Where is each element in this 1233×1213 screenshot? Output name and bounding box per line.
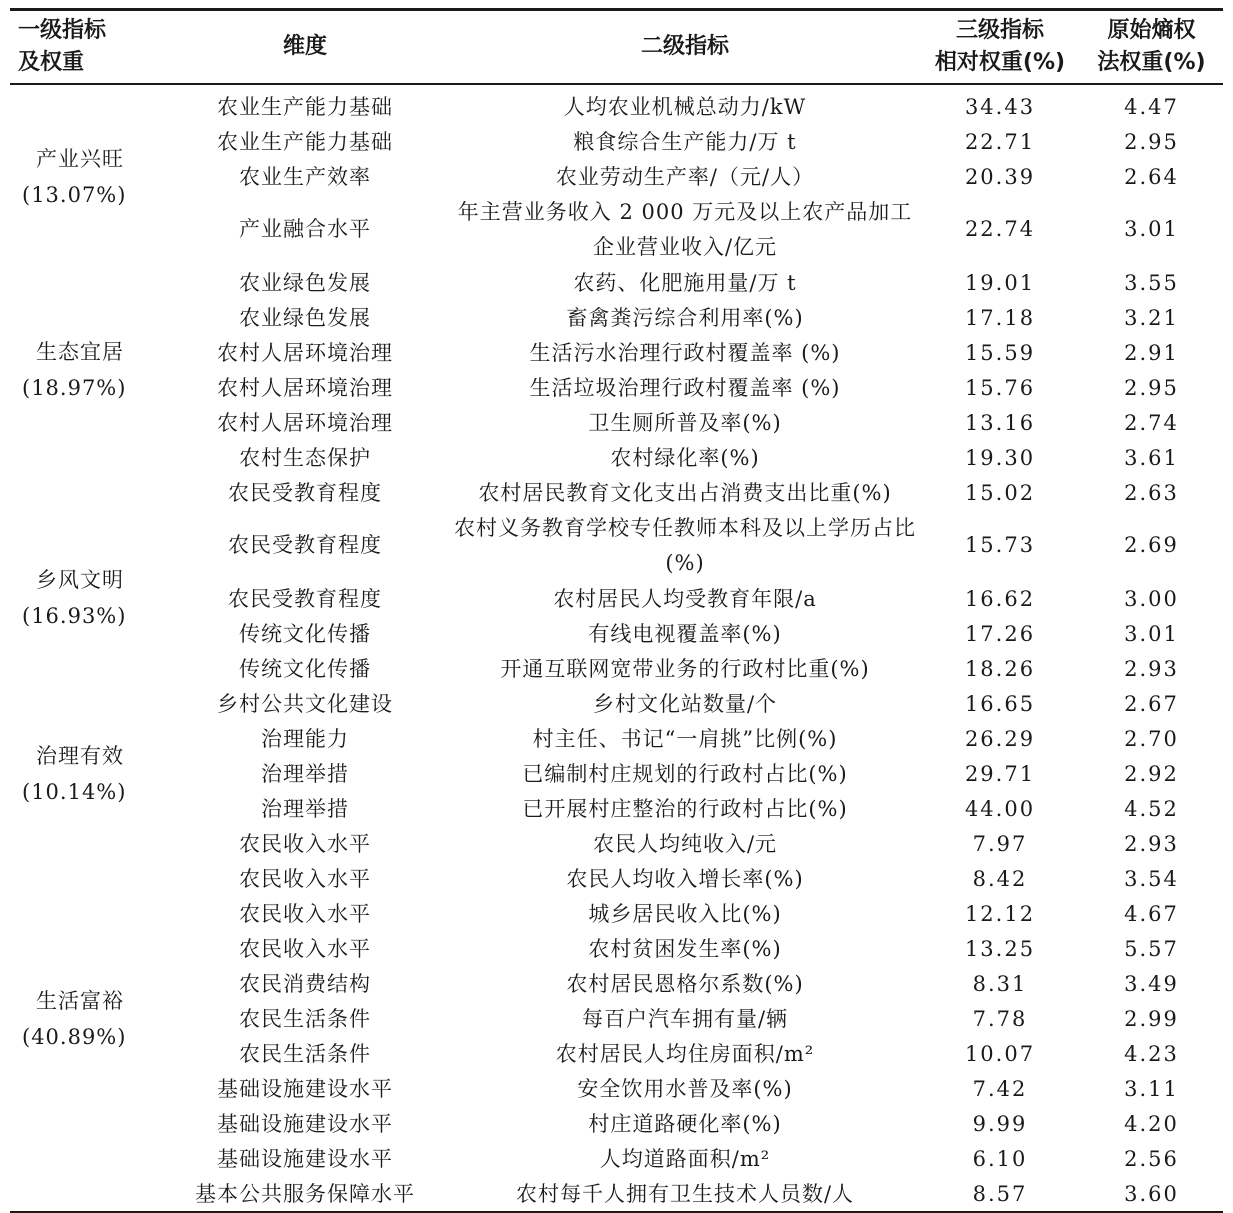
dimension-cell: 农民收入水平 [239, 936, 371, 961]
entropy-weight-cell: 5.57 [1124, 936, 1179, 961]
dimension-cell: 农民受教育程度 [228, 480, 382, 505]
header-level1-indicator [10, 10, 160, 85]
table-row [10, 265, 1223, 300]
dimension-cell: 传统文化传播 [239, 656, 371, 681]
entropy-weight-cell: 2.93 [1124, 656, 1179, 681]
table-row [10, 84, 1223, 124]
header-level3-relative-weight [920, 10, 1080, 85]
dimension-cell: 乡村公共文化建设 [217, 691, 393, 716]
level1-name: 治理有效 [36, 743, 124, 768]
relative-weight-cell: 17.26 [964, 621, 1036, 646]
entropy-weight-cell: 3.61 [1124, 445, 1179, 470]
level2-indicator-cell: 农村每千人拥有卫生技术人员数/人 [450, 1176, 920, 1212]
entropy-weight-cell: 3.21 [1124, 305, 1179, 330]
header-level1-line1: 一级指标 [18, 18, 107, 43]
relative-weight-cell: 18.26 [964, 656, 1036, 681]
relative-weight-cell: 34.43 [964, 94, 1036, 119]
table-row [10, 756, 1223, 791]
table-row [10, 791, 1223, 826]
header-level3-line2: 相对权重(%) [934, 50, 1066, 75]
dimension-cell: 治理举措 [261, 761, 349, 786]
level2-indicator-cell: 农村居民教育文化支出占消费支出比重(%) [478, 480, 892, 505]
entropy-weight-cell: 3.11 [1124, 1076, 1179, 1101]
level1-indicator-cell [10, 475, 160, 721]
table-row [10, 405, 1223, 440]
relative-weight-cell: 8.31 [972, 971, 1028, 996]
entropy-weight-cell: 2.93 [1124, 831, 1179, 856]
level2-indicator-cell: 生活垃圾治理行政村覆盖率 (%) [529, 375, 841, 400]
level2-indicator-cell: 农村居民人均住房面积/m² [555, 1041, 815, 1066]
level1-indicator-cell [10, 826, 160, 1212]
dimension-cell: 农村人居环境治理 [217, 375, 393, 400]
table-row [10, 124, 1223, 159]
table-row [10, 1106, 1223, 1141]
indicator-table-container [10, 8, 1223, 1213]
entropy-weight-cell: 3.55 [1124, 270, 1179, 295]
relative-weight-cell: 16.62 [964, 586, 1036, 611]
relative-weight-cell: 15.59 [964, 340, 1036, 365]
dimension-cell: 农民受教育程度 [228, 586, 382, 611]
dimension-cell: 农业生产能力基础 [217, 129, 393, 154]
header-level2-indicator: 二级指标 [450, 10, 920, 85]
relative-weight-cell: 22.74 [964, 217, 1036, 241]
entropy-weight-cell: 2.74 [1124, 410, 1179, 435]
level1-weight: (16.93%) [22, 604, 127, 628]
relative-weight-cell: 6.10 [972, 1146, 1028, 1171]
level2-indicator-cell: 农村居民恩格尔系数(%) [566, 971, 804, 996]
table-row [10, 510, 1223, 581]
indicator-weight-table [10, 8, 1223, 1213]
level2-indicator-cell: 农民人均收入增长率(%) [566, 866, 804, 891]
level2-indicator-cell: 人均道路面积/m² [599, 1146, 771, 1171]
relative-weight-cell: 17.18 [964, 305, 1036, 330]
table-row [10, 651, 1223, 686]
level2-indicator-cell: 村主任、书记“一肩挑”比例(%) [532, 726, 838, 751]
level2-indicator-cell: 已编制村庄规划的行政村占比(%) [522, 761, 848, 786]
dimension-cell: 农业绿色发展 [239, 270, 371, 295]
dimension-cell: 传统文化传播 [239, 621, 371, 646]
dimension-cell: 农民收入水平 [239, 866, 371, 891]
entropy-weight-cell: 4.67 [1124, 901, 1179, 926]
table-body [10, 84, 1223, 1212]
table-row [10, 1176, 1223, 1212]
table-row [10, 440, 1223, 475]
relative-weight-cell: 13.16 [964, 410, 1036, 435]
level2-indicator-cell: 农村绿化率(%) [610, 445, 760, 470]
relative-weight-cell: 8.42 [972, 866, 1028, 891]
dimension-cell: 农村生态保护 [239, 445, 371, 470]
entropy-weight-cell: 3.54 [1124, 866, 1179, 891]
entropy-weight-cell: 2.91 [1124, 340, 1179, 365]
level2-indicator-cell: 粮食综合生产能力/万 t [573, 129, 797, 154]
dimension-cell: 农村人居环境治理 [217, 410, 393, 435]
table-header [10, 10, 1223, 85]
header-row [10, 10, 1223, 85]
relative-weight-cell: 9.99 [972, 1111, 1028, 1136]
entropy-weight-cell: 4.23 [1124, 1041, 1179, 1066]
dimension-cell: 基本公共服务保障水平 [160, 1176, 450, 1212]
dimension-cell: 基础设施建设水平 [217, 1146, 393, 1171]
level1-name: 生态宜居 [36, 340, 124, 364]
dimension-cell: 治理举措 [261, 796, 349, 821]
entropy-weight-cell: 2.69 [1124, 533, 1179, 557]
dimension-cell: 农业生产能力基础 [217, 94, 393, 119]
dimension-cell: 农村人居环境治理 [217, 340, 393, 365]
relative-weight-cell: 16.65 [964, 691, 1036, 716]
level1-weight: (10.14%) [22, 779, 127, 804]
table-row [10, 1036, 1223, 1071]
level1-indicator-cell [10, 721, 160, 826]
relative-weight-cell: 12.12 [964, 901, 1036, 926]
entropy-weight-cell: 4.47 [1124, 94, 1179, 119]
level2-indicator-cell: 生活污水治理行政村覆盖率 (%) [529, 340, 841, 365]
entropy-weight-cell: 3.60 [1080, 1176, 1223, 1212]
relative-weight-cell: 19.30 [964, 445, 1036, 470]
relative-weight-cell: 7.42 [972, 1076, 1028, 1101]
relative-weight-cell: 8.57 [920, 1176, 1080, 1212]
dimension-cell: 农民收入水平 [239, 831, 371, 856]
entropy-weight-cell: 4.20 [1124, 1111, 1179, 1136]
relative-weight-cell: 13.25 [964, 936, 1036, 961]
level2-indicator-cell: 有线电视覆盖率(%) [588, 621, 782, 646]
header-level3-line1: 三级指标 [955, 18, 1044, 43]
level2-indicator-cell: 人均农业机械总动力/kW [563, 94, 807, 119]
table-row [10, 475, 1223, 510]
relative-weight-cell: 10.07 [964, 1041, 1036, 1066]
level1-weight: (13.07%) [22, 183, 127, 207]
relative-weight-cell: 7.78 [972, 1006, 1028, 1031]
header-level1-line2: 及权重 [18, 50, 85, 75]
table-row [10, 300, 1223, 335]
dimension-cell: 基础设施建设水平 [217, 1076, 393, 1101]
level1-weight: (40.89%) [22, 1024, 127, 1049]
dimension-cell: 治理能力 [261, 726, 349, 751]
table-row [10, 581, 1223, 616]
table-row [10, 826, 1223, 861]
relative-weight-cell: 15.02 [964, 480, 1036, 505]
table-row [10, 966, 1223, 1001]
table-row [10, 896, 1223, 931]
relative-weight-cell: 15.76 [964, 375, 1036, 400]
entropy-weight-cell: 3.49 [1124, 971, 1179, 996]
level1-name: 乡风文明 [36, 568, 124, 592]
table-row [10, 335, 1223, 370]
level2-indicator-cell: 农药、化肥施用量/万 t [573, 270, 797, 295]
dimension-cell: 农民收入水平 [239, 901, 371, 926]
header-entropy-line2: 法权重(%) [1097, 50, 1206, 75]
level2-indicator-cell: 卫生厕所普及率(%) [588, 410, 782, 435]
relative-weight-cell: 22.71 [964, 129, 1036, 154]
level2-indicator-cell: 城乡居民收入比(%) [588, 901, 782, 926]
level2-indicator-cell: 农民人均纯收入/元 [592, 831, 778, 856]
entropy-weight-cell: 2.99 [1124, 1006, 1179, 1031]
entropy-weight-cell: 2.92 [1124, 761, 1179, 786]
level2-indicator-cell: 农业劳动生产率/（元/人） [555, 164, 815, 189]
level2-indicator-cell: 农村贫困发生率(%) [588, 936, 782, 961]
dimension-cell: 农民生活条件 [239, 1006, 371, 1031]
level2-indicator-cell: 年主营业务收入 2 000 万元及以上农产品加工企业营业收入/亿元 [457, 199, 913, 259]
level1-weight: (18.97%) [22, 376, 127, 400]
relative-weight-cell: 7.97 [972, 831, 1028, 856]
table-row [10, 616, 1223, 651]
level1-name: 生活富裕 [36, 988, 124, 1013]
entropy-weight-cell: 3.01 [1124, 621, 1179, 646]
dimension-cell: 农业绿色发展 [239, 305, 371, 330]
level2-indicator-cell: 村庄道路硬化率(%) [588, 1111, 782, 1136]
entropy-weight-cell: 2.95 [1124, 129, 1179, 154]
header-dimension: 维度 [160, 10, 450, 85]
relative-weight-cell: 20.39 [964, 164, 1036, 189]
relative-weight-cell: 44.00 [964, 796, 1036, 821]
level2-indicator-cell: 畜禽粪污综合利用率(%) [566, 305, 804, 330]
level1-indicator-cell [10, 84, 160, 265]
entropy-weight-cell: 2.70 [1124, 726, 1179, 751]
entropy-weight-cell: 2.56 [1124, 1146, 1179, 1171]
dimension-cell: 农民受教育程度 [228, 533, 382, 557]
entropy-weight-cell: 2.95 [1124, 375, 1179, 400]
relative-weight-cell: 29.71 [964, 761, 1036, 786]
entropy-weight-cell: 3.01 [1124, 217, 1179, 241]
table-row [10, 1141, 1223, 1176]
level1-name: 产业兴旺 [36, 147, 124, 171]
entropy-weight-cell: 2.64 [1124, 164, 1179, 189]
table-row [10, 721, 1223, 756]
table-row [10, 861, 1223, 896]
dimension-cell: 农业生产效率 [239, 164, 371, 189]
level2-indicator-cell: 乡村文化站数量/个 [592, 691, 778, 716]
relative-weight-cell: 26.29 [964, 726, 1036, 751]
header-entropy-line1: 原始熵权 [1107, 18, 1196, 43]
entropy-weight-cell: 3.00 [1124, 586, 1179, 611]
table-row [10, 159, 1223, 194]
level2-indicator-cell: 安全饮用水普及率(%) [577, 1076, 793, 1101]
dimension-cell: 农民生活条件 [239, 1041, 371, 1066]
entropy-weight-cell: 2.63 [1124, 480, 1179, 505]
dimension-cell: 产业融合水平 [239, 217, 371, 241]
level2-indicator-cell: 每百户汽车拥有量/辆 [581, 1006, 789, 1031]
dimension-cell: 农民消费结构 [239, 971, 371, 996]
table-row [10, 1001, 1223, 1036]
dimension-cell: 基础设施建设水平 [217, 1111, 393, 1136]
level2-indicator-cell: 农村居民人均受教育年限/a [553, 586, 817, 611]
table-row [10, 1071, 1223, 1106]
table-row [10, 370, 1223, 405]
header-entropy-weight [1080, 10, 1223, 85]
level1-indicator-cell [10, 265, 160, 475]
relative-weight-cell: 15.73 [964, 533, 1036, 557]
level2-indicator-cell: 农村义务教育学校专任教师本科及以上学历占比 (%) [454, 515, 916, 575]
entropy-weight-cell: 4.52 [1124, 796, 1179, 821]
table-row [10, 686, 1223, 721]
relative-weight-cell: 19.01 [964, 270, 1036, 295]
level2-indicator-cell: 开通互联网宽带业务的行政村比重(%) [500, 656, 870, 681]
entropy-weight-cell: 2.67 [1124, 691, 1179, 716]
table-row [10, 194, 1223, 265]
table-row [10, 931, 1223, 966]
level2-indicator-cell: 已开展村庄整治的行政村占比(%) [522, 796, 848, 821]
